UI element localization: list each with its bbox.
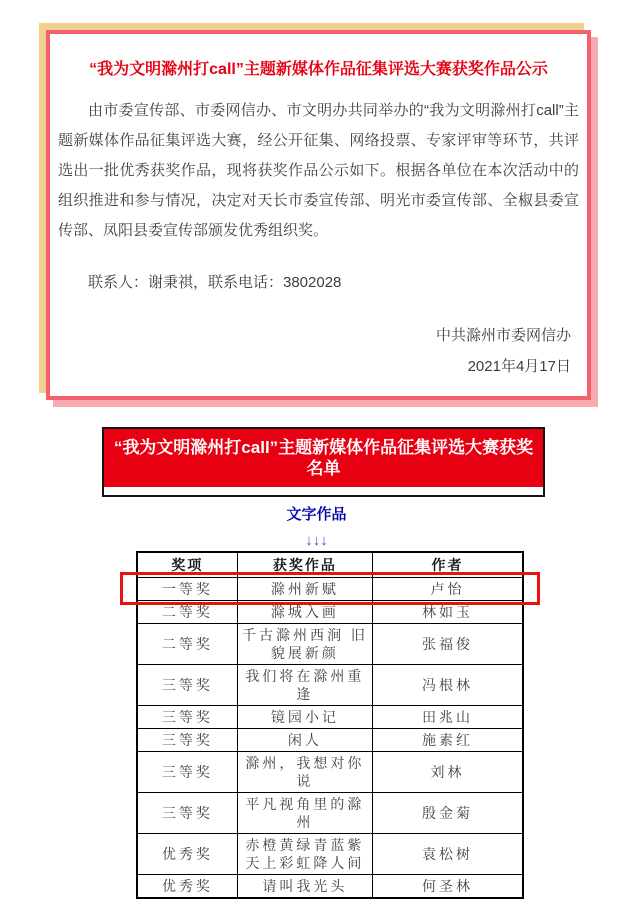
table-row (137, 729, 523, 752)
column-header-work: 获奖作品 (237, 552, 372, 578)
contact-line: 联系人：谢秉祺，联系电话：3802028 (88, 274, 342, 291)
table-row-highlighted (137, 578, 523, 601)
down-arrows-icon: ↓↓↓ (305, 532, 328, 549)
table-row (137, 752, 523, 793)
cell-author: 林如玉 (372, 601, 523, 624)
cell-author: 袁松树 (372, 834, 523, 875)
awards-table-wrap (136, 551, 524, 899)
awards-table (136, 551, 524, 899)
cell-author: 殷金菊 (372, 793, 523, 834)
cell-award: 优秀奖 (137, 834, 237, 875)
cell-work: 请叫我光头 (237, 875, 372, 899)
signature-org: 中共滁州市委网信办 (435, 327, 571, 344)
cell-work: 滁城入画 (237, 601, 372, 624)
cell-author: 卢怡 (372, 578, 523, 601)
cell-award: 三等奖 (137, 665, 237, 706)
table-row (137, 601, 523, 624)
cell-award: 三等奖 (137, 706, 237, 729)
table-header-row (137, 552, 523, 578)
table-row (137, 793, 523, 834)
table-row (137, 706, 523, 729)
cell-author: 田兆山 (372, 706, 523, 729)
cell-award: 优秀奖 (137, 875, 237, 899)
cell-work: 闲人 (237, 729, 372, 752)
signature-date: 2021年4月17日 (467, 358, 571, 375)
cell-work: 千古滁州西涧 旧貌展新颜 (237, 624, 372, 665)
cell-award: 二等奖 (137, 624, 237, 665)
awards-table-body (137, 578, 523, 899)
signature-block (58, 320, 579, 382)
cell-author: 张福俊 (372, 624, 523, 665)
award-list-banner (102, 427, 545, 497)
cell-award: 二等奖 (137, 601, 237, 624)
cell-work: 镜园小记 (237, 706, 372, 729)
cell-award: 三等奖 (137, 729, 237, 752)
cell-work: 滁州新赋 (237, 578, 372, 601)
cell-work: 平凡视角里的滁州 (237, 793, 372, 834)
cell-author: 冯根林 (372, 665, 523, 706)
notice-body-paragraph: 由市委宣传部、市委网信办、市文明办共同举办的“我为文明滁州打call”主题新媒体作品征集评选大赛，经公开征集、网络投票、专家评审等环节，共评选出一批优秀获奖作品，现将获奖作品公示如下。根据各单位在本次活动中的组织推进和参与情况，决定对天长市委宣传部、明光市委宣传部、全椒县委宣传部、凤阳县委宣传部颁发优秀组织奖。 (58, 102, 579, 239)
cell-author: 刘林 (372, 752, 523, 793)
table-row (137, 665, 523, 706)
cell-author: 何圣林 (372, 875, 523, 899)
cell-author: 施素红 (372, 729, 523, 752)
column-header-author: 作者 (372, 552, 523, 578)
table-row (137, 624, 523, 665)
table-row (137, 875, 523, 899)
notice-title: “我为文明滁州打call”主题新媒体作品征集评选大赛获奖作品公示 (89, 61, 548, 78)
cell-work: 赤橙黄绿青蓝紫 天上彩虹降人间 (237, 834, 372, 875)
section-heading-text-works: 文字作品 (286, 506, 347, 523)
award-list-banner-title: “我为文明滁州打call”主题新媒体作品征集评选大赛获奖名单 (104, 429, 543, 487)
table-row (137, 834, 523, 875)
column-header-award: 奖项 (137, 552, 237, 578)
cell-work: 我们将在滁州重逢 (237, 665, 372, 706)
cell-award: 三等奖 (137, 752, 237, 793)
cell-work: 滁州，我想对你说 (237, 752, 372, 793)
cell-award: 一等奖 (137, 578, 237, 601)
cell-award: 三等奖 (137, 793, 237, 834)
notice-box (46, 30, 591, 400)
